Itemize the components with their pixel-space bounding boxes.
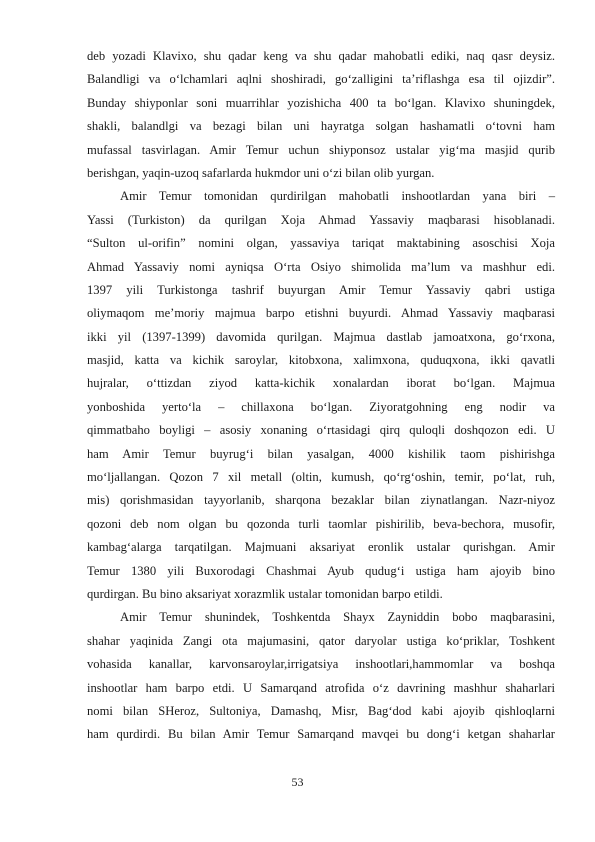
text-line: 1397 yili Turkistonga tashrif buyurgan Amir Temur Yassaviy qabri ustiga: [87, 282, 555, 297]
text-line: Yassi (Turkiston) da qurilgan Xoja Ahmad Yassaviy maqbarasi hisoblanadi.: [87, 212, 555, 227]
text-line: qimmatbaho boyligi – asosiy xonaning o‘rtasidagi qirq quloqli doshqozon edi. U: [87, 423, 555, 438]
page-number: 53: [291, 775, 304, 789]
text-line: ikki yil (1397-1399) davomida qurilgan. Majmua dastlab jamoatxona, go‘rxona,: [87, 329, 555, 344]
text-line: vohasida kanallar, karvonsaroylar,irrigatsiya inshootlari,hammomlar va boshqa: [87, 657, 555, 672]
text-line: Balandligi va o‘lchamlari aqlni shoshiradi, go‘zalligini ta’riflashga esa til ojizdir”.: [87, 72, 555, 87]
text-line: mis) qorishmasidan tayyorlanib, sharqona bezaklar bilan ziynatlangan. Nazr-niyoz: [87, 493, 555, 508]
text-line: oliymaqom me’moriy majmua barpo etishni buyurdi. Ahmad Yassaviy maqbarasi: [87, 306, 555, 321]
text-line: Amir Temur shunindek, Toshkentda Shayx Zayniddin bobo maqbarasini,: [120, 610, 555, 625]
text-line: nomi bilan SHeroz, Sultoniya, Damashq, Misr, Bag‘dod kabi ajoyib qishloqlarni: [87, 703, 555, 718]
text-line: berishgan, yaqin-uzoq safarlarda hukmdor uni o‘zi bilan olib yurgan.: [87, 165, 435, 180]
document-body: [87, 45, 555, 747]
text-line: shakli, balandlgi va bezagi bilan uni hayratga solgan hashamatli o‘tovni ham: [87, 119, 555, 134]
text-line: mufassal tasvirlagan. Amir Temur uchun shiyponsoz ustalar yig‘ma masjid qurib: [87, 142, 555, 157]
text-line: deb yozadi Klavixo, shu qadar keng va shu qadar mahobatli ediki, naq qasr deysiz.: [87, 49, 555, 63]
text-line: inshootlar ham barpo etdi. U Samarqand atrofida o‘z davrining mashhur shaharlari: [87, 680, 555, 695]
text-line: qurdirgan. Bu bino aksariyat xorazmlik ustalar tomonidan barpo etildi.: [87, 586, 443, 601]
text-line: masjid, katta va kichik saroylar, kitobxona, xalimxona, quduqxona, ikki qavatli: [87, 353, 555, 368]
text-line: qozoni deb nom olgan bu qozonda turli taomlar pishirilib, beva-bechora, musofir,: [87, 516, 555, 531]
text-line: ham qurdirdi. Bu bilan Amir Temur Samarqand mavqei bu dong‘i ketgan shaharlar: [87, 727, 555, 742]
text-line: yonboshida yerto‘la – chillaxona bo‘lgan. Ziyoratgohning eng nodir va: [87, 399, 555, 414]
text-line: hujralar, o‘ttizdan ziyod katta-kichik xonalardan iborat bo‘lgan. Majmua: [87, 376, 555, 391]
text-line: Bunday shiyponlar soni muarrihlar yozishicha 400 ta bo‘lgan. Klavixo shuningdek,: [87, 95, 555, 110]
text-line: shahar yaqinida Zangi ota majumasini, qator daryolar ustiga ko‘priklar, Toshkent: [87, 633, 555, 648]
text-line: Temur 1380 yili Buxorodagi Chashmai Ayub qudug‘i ustiga ham ajoyib bino: [87, 563, 555, 578]
text-line: Ahmad Yassaviy nomi ayniqsa O‘rta Osiyo shimolida ma’lum va mashhur edi.: [87, 259, 555, 274]
text-line: kambag‘alarga tarqatilgan. Majmuani aksariyat eronlik ustalar qurishgan. Amir: [87, 540, 555, 555]
text-line: ham Amir Temur buyrug‘i bilan yasalgan, 4000 kishilik taom pishirishga: [87, 446, 555, 461]
text-line: Amir Temur tomonidan qurdirilgan mahobatli inshootlardan yana biri –: [120, 189, 555, 204]
text-line: “Sulton ul-orifin” nomini olgan, yassaviya tariqat maktabining asoschisi Xoja: [87, 236, 555, 251]
text-line: mo‘ljallangan. Qozon 7 xil metall (oltin, kumush, qo‘rg‘oshin, temir, po‘lat, ruh,: [87, 470, 555, 485]
